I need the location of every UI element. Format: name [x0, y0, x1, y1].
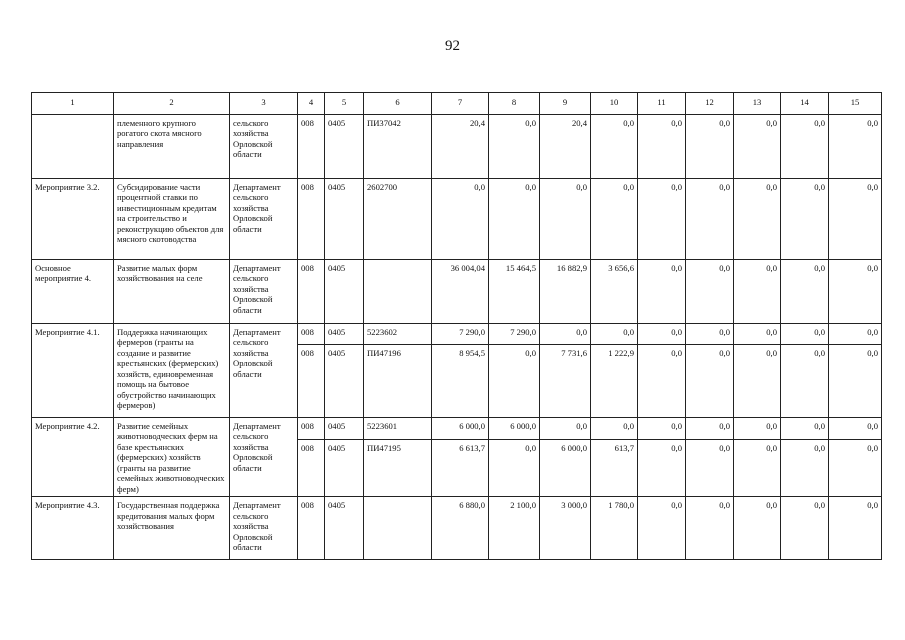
header-row [32, 93, 882, 115]
code-cell: 008 [298, 439, 325, 497]
value-cell: 6 000,0 [489, 418, 540, 440]
header-cell: 5 [325, 93, 364, 115]
measure-cell [32, 115, 114, 179]
description-cell: Развитие малых форм хозяйствования на селе [114, 260, 230, 324]
code-cell: 008 [298, 115, 325, 179]
value-cell: 8 954,5 [432, 345, 489, 418]
value-cell: 0,0 [638, 324, 686, 345]
value-cell: 0,0 [686, 418, 734, 440]
table-row [32, 115, 882, 179]
code-cell: 0405 [325, 324, 364, 345]
value-cell: 0,0 [829, 418, 882, 440]
value-cell: 0,0 [829, 345, 882, 418]
header-cell: 3 [230, 93, 298, 115]
code-cell: ПИ47196 [364, 345, 432, 418]
value-cell: 0,0 [781, 260, 829, 324]
code-cell: 0405 [325, 418, 364, 440]
value-cell: 3 000,0 [540, 497, 591, 560]
header-cell: 12 [686, 93, 734, 115]
header-cell: 2 [114, 93, 230, 115]
header-cell: 8 [489, 93, 540, 115]
table-row [32, 497, 882, 560]
code-cell: 2602700 [364, 179, 432, 260]
value-cell: 0,0 [734, 115, 781, 179]
executor-cell: сельского хозяйства Орловской области [230, 115, 298, 179]
value-cell: 0,0 [540, 179, 591, 260]
header-cell: 13 [734, 93, 781, 115]
code-cell [364, 497, 432, 560]
value-cell: 6 000,0 [432, 418, 489, 440]
table-row [32, 179, 882, 260]
budget-table [31, 92, 882, 560]
value-cell: 0,0 [686, 115, 734, 179]
value-cell: 7 290,0 [432, 324, 489, 345]
description-cell: Субсидирование части процентной ставки по инвестиционным кредитам на строительство и реконструкцию объектов для мясного скотоводства [114, 179, 230, 260]
code-cell: 008 [298, 418, 325, 440]
value-cell: 0,0 [686, 260, 734, 324]
value-cell: 0,0 [638, 418, 686, 440]
header-cell: 10 [591, 93, 638, 115]
value-cell: 0,0 [638, 497, 686, 560]
value-cell: 0,0 [734, 179, 781, 260]
header-cell: 7 [432, 93, 489, 115]
value-cell: 0,0 [829, 179, 882, 260]
value-cell: 0,0 [686, 179, 734, 260]
value-cell: 0,0 [686, 345, 734, 418]
value-cell: 0,0 [489, 345, 540, 418]
executor-cell: Департамент сельского хозяйства Орловской области [230, 497, 298, 560]
value-cell: 0,0 [829, 497, 882, 560]
value-cell: 0,0 [829, 324, 882, 345]
description-cell: племенного крупного рогатого скота мясного направления [114, 115, 230, 179]
code-cell: 0405 [325, 115, 364, 179]
measure-cell: Мероприятие 4.3. [32, 497, 114, 560]
value-cell: 0,0 [489, 439, 540, 497]
table-row [32, 418, 882, 440]
value-cell: 0,0 [591, 115, 638, 179]
value-cell: 0,0 [734, 439, 781, 497]
value-cell: 0,0 [489, 179, 540, 260]
executor-cell: Департамент сельского хозяйства Орловской области [230, 260, 298, 324]
value-cell: 0,0 [829, 439, 882, 497]
code-cell: 008 [298, 179, 325, 260]
code-cell: 008 [298, 324, 325, 345]
value-cell: 2 100,0 [489, 497, 540, 560]
code-cell: ПИ37042 [364, 115, 432, 179]
code-cell: ПИ47195 [364, 439, 432, 497]
value-cell: 0,0 [638, 179, 686, 260]
code-cell: 008 [298, 497, 325, 560]
value-cell: 0,0 [781, 324, 829, 345]
value-cell: 0,0 [638, 260, 686, 324]
value-cell: 36 004,04 [432, 260, 489, 324]
code-cell: 0405 [325, 345, 364, 418]
header-cell: 14 [781, 93, 829, 115]
value-cell: 1 222,9 [591, 345, 638, 418]
header-cell: 6 [364, 93, 432, 115]
value-cell: 0,0 [591, 179, 638, 260]
code-cell: 5223602 [364, 324, 432, 345]
value-cell: 0,0 [734, 324, 781, 345]
value-cell: 0,0 [540, 418, 591, 440]
value-cell: 20,4 [540, 115, 591, 179]
code-cell: 0405 [325, 497, 364, 560]
description-cell: Государственная поддержка кредитования малых форм хозяйствования [114, 497, 230, 560]
value-cell: 0,0 [781, 345, 829, 418]
value-cell: 6 613,7 [432, 439, 489, 497]
value-cell: 16 882,9 [540, 260, 591, 324]
value-cell: 0,0 [638, 115, 686, 179]
value-cell: 0,0 [432, 179, 489, 260]
value-cell: 0,0 [591, 324, 638, 345]
value-cell: 0,0 [829, 260, 882, 324]
description-cell: Поддержка начинающих фермеров (гранты на создание и развитие крестьянских (фермерских) хозяйств, единовременная помощь на бытовое обустройство начинающих фермеров) [114, 324, 230, 418]
measure-cell: Мероприятие 3.2. [32, 179, 114, 260]
value-cell: 0,0 [781, 439, 829, 497]
code-cell [364, 260, 432, 324]
value-cell: 1 780,0 [591, 497, 638, 560]
value-cell: 0,0 [638, 345, 686, 418]
measure-cell: Мероприятие 4.1. [32, 324, 114, 418]
table-row [32, 260, 882, 324]
value-cell: 0,0 [591, 418, 638, 440]
measure-cell: Основное мероприятие 4. [32, 260, 114, 324]
value-cell: 0,0 [686, 324, 734, 345]
value-cell: 20,4 [432, 115, 489, 179]
executor-cell: Департамент сельского хозяйства Орловской области [230, 324, 298, 418]
header-cell: 9 [540, 93, 591, 115]
value-cell: 0,0 [734, 345, 781, 418]
value-cell: 0,0 [781, 497, 829, 560]
value-cell: 0,0 [781, 115, 829, 179]
value-cell: 0,0 [781, 418, 829, 440]
executor-cell: Департамент сельского хозяйства Орловской области [230, 418, 298, 497]
measure-cell: Мероприятие 4.2. [32, 418, 114, 497]
value-cell: 0,0 [734, 260, 781, 324]
value-cell: 0,0 [540, 324, 591, 345]
value-cell: 0,0 [734, 497, 781, 560]
header-cell: 4 [298, 93, 325, 115]
value-cell: 7 731,6 [540, 345, 591, 418]
value-cell: 3 656,6 [591, 260, 638, 324]
value-cell: 0,0 [829, 115, 882, 179]
code-cell: 0405 [325, 260, 364, 324]
value-cell: 0,0 [489, 115, 540, 179]
value-cell: 0,0 [638, 439, 686, 497]
executor-cell: Департамент сельского хозяйства Орловской области [230, 179, 298, 260]
value-cell: 6 880,0 [432, 497, 489, 560]
value-cell: 613,7 [591, 439, 638, 497]
value-cell: 0,0 [781, 179, 829, 260]
header-cell: 1 [32, 93, 114, 115]
code-cell: 0405 [325, 439, 364, 497]
value-cell: 6 000,0 [540, 439, 591, 497]
code-cell: 0405 [325, 179, 364, 260]
value-cell: 0,0 [686, 497, 734, 560]
page-number: 92 [445, 38, 460, 54]
value-cell: 0,0 [734, 418, 781, 440]
code-cell: 008 [298, 260, 325, 324]
table-row [32, 324, 882, 345]
header-cell: 15 [829, 93, 882, 115]
code-cell: 5223601 [364, 418, 432, 440]
value-cell: 7 290,0 [489, 324, 540, 345]
header-cell: 11 [638, 93, 686, 115]
value-cell: 0,0 [686, 439, 734, 497]
value-cell: 15 464,5 [489, 260, 540, 324]
description-cell: Развитие семейных животноводческих ферм на базе крестьянских (фермерских) хозяйств (гранты на развитие семейных животноводческих ферм) [114, 418, 230, 497]
code-cell: 008 [298, 345, 325, 418]
